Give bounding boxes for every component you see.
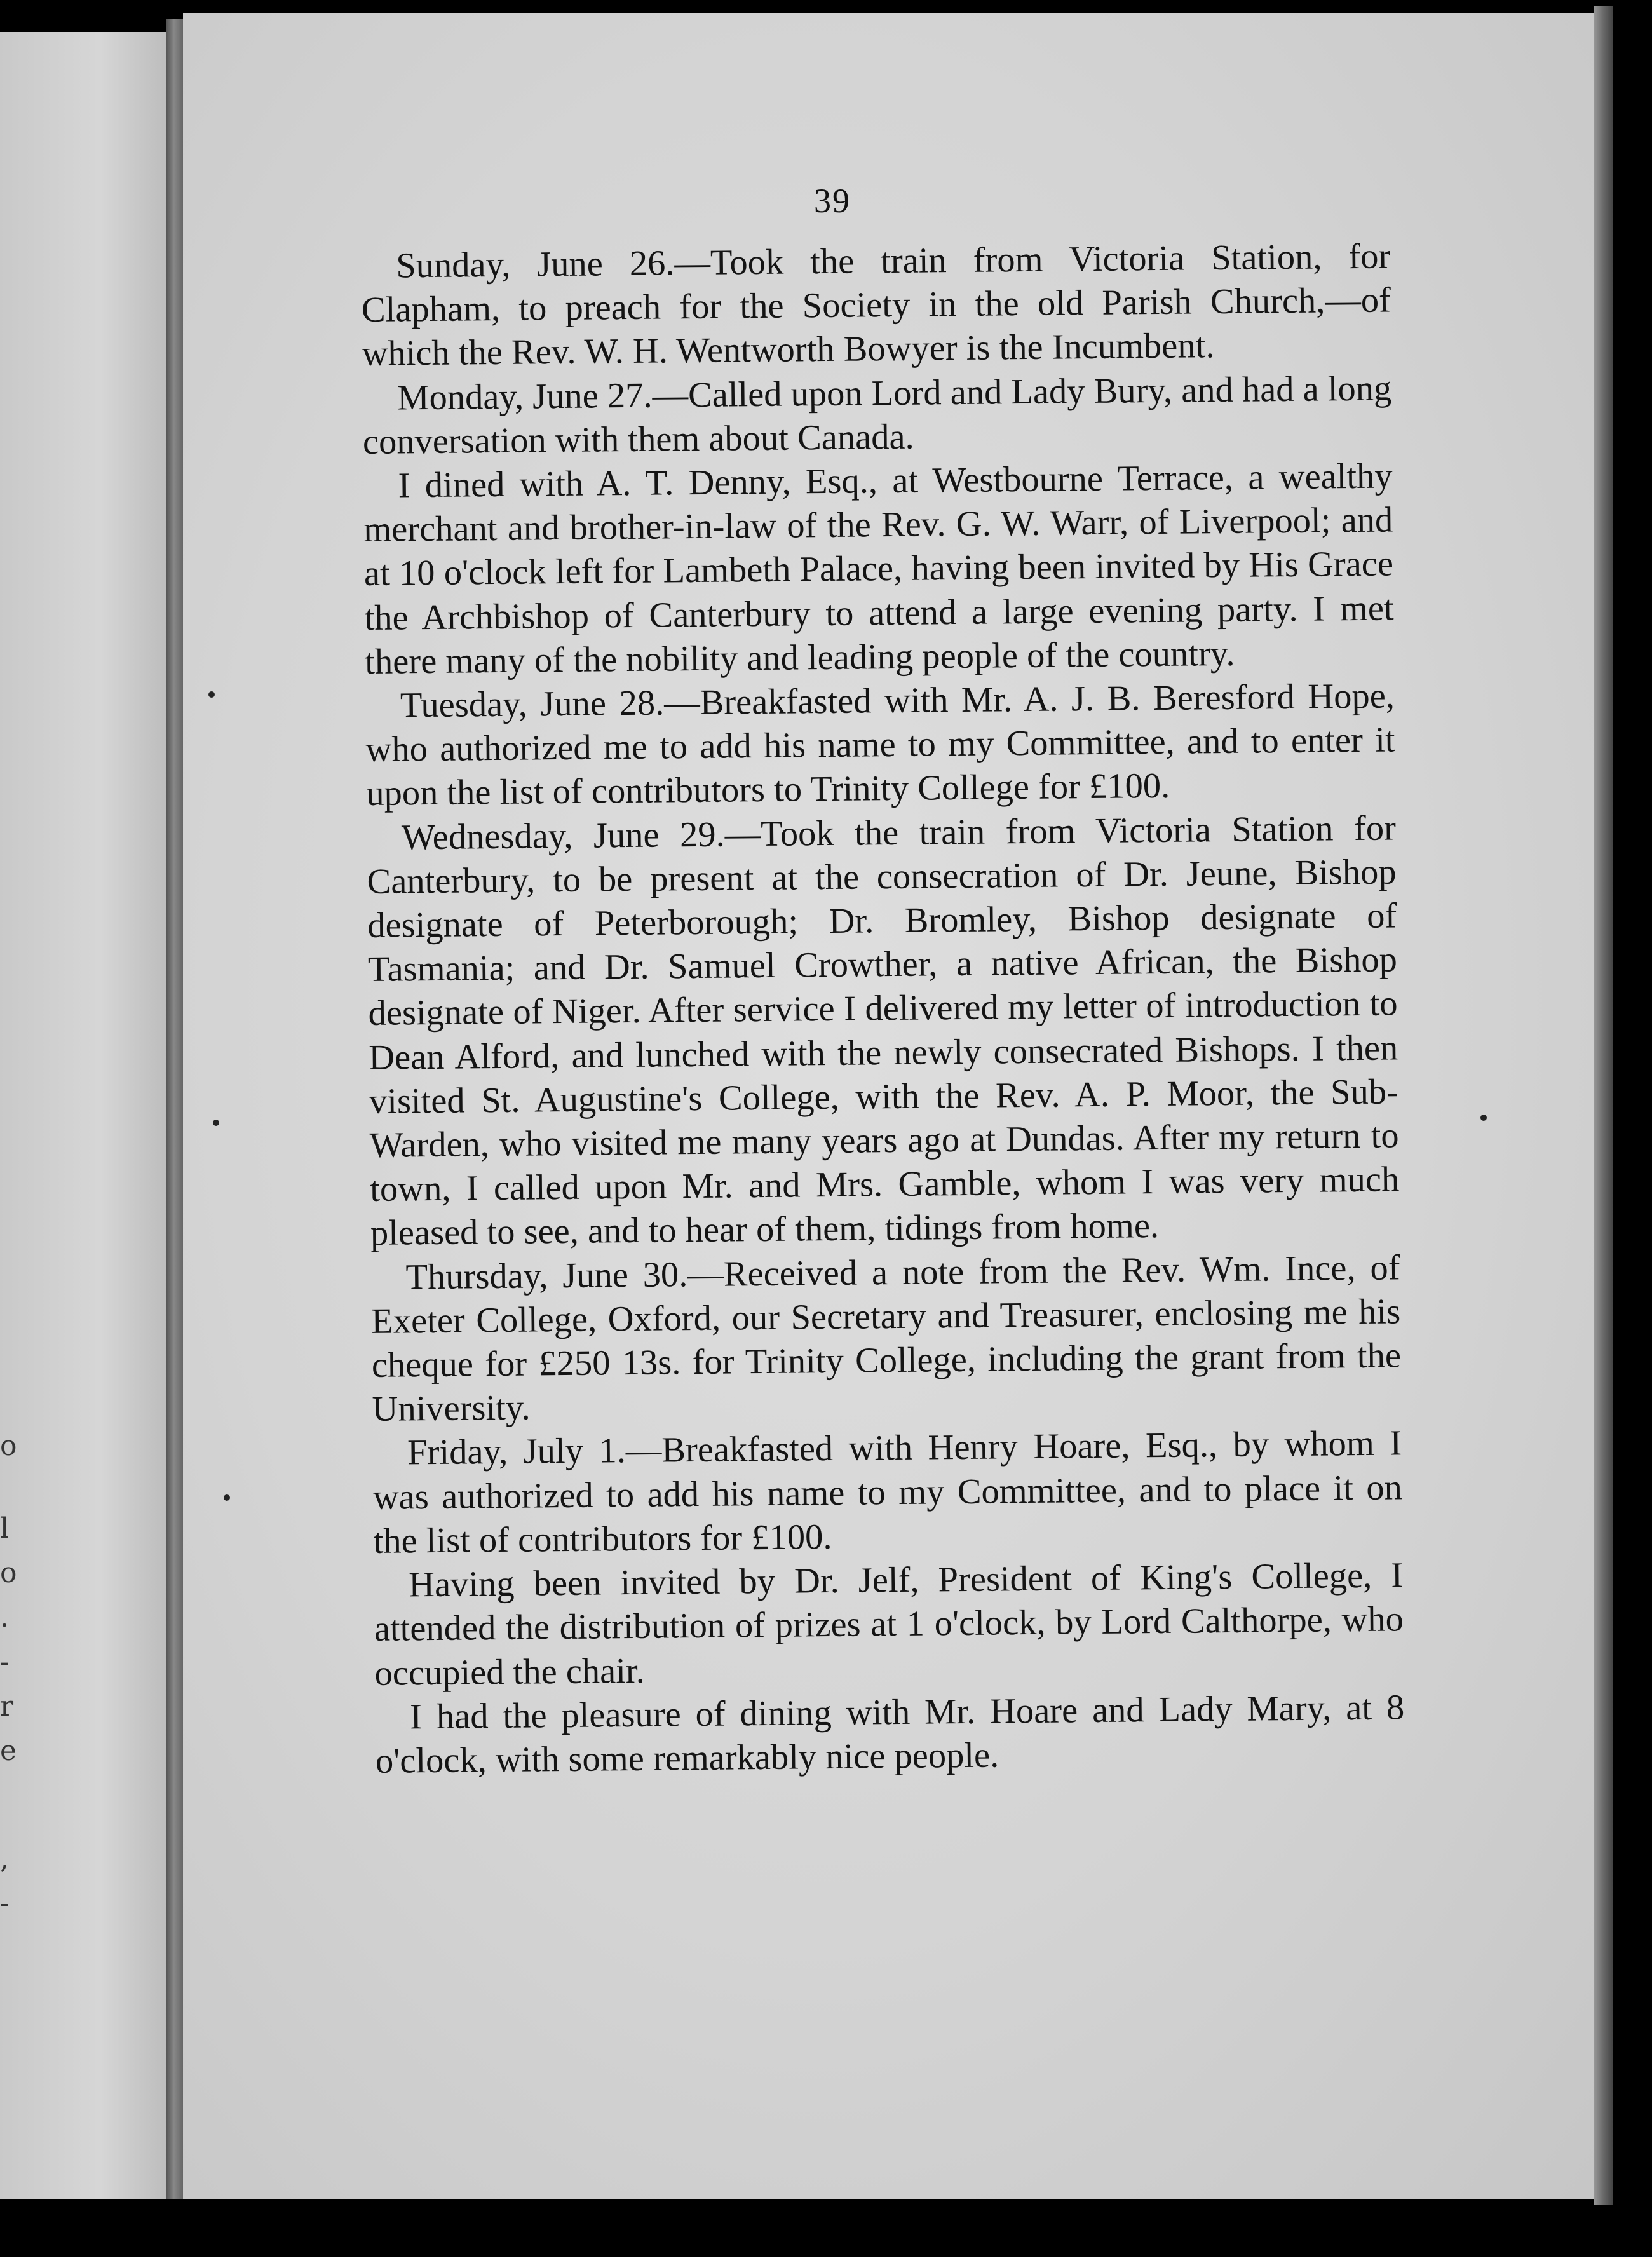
previous-page-fragment: - [0,1646,10,1678]
margin-mark [208,691,215,698]
diary-entry-july-1: Friday, July 1.—Breakfasted with Henry Hoare, Esq., by whom I was authorized to add his name to my Committee, and to place it on the list of contributors for £100. [372,1423,1403,1561]
diary-entry-june-27: Monday, June 27.—Called upon Lord and Lady Bury, and had a long conversation with them about Canada. [362,369,1392,462]
diary-entry-june-26: Sunday, June 26.—Took the train from Victoria Station, for Clapham, to preach for the Society in the old Parish Church,—of which the Rev. W. H. Wentworth Bowyer is the Incumbent. [361,236,1391,374]
previous-page-fragment: . [0,1601,9,1634]
diary-entry-hoare-dinner: I had the pleasure of dining with Mr. Hoare and Lady Mary, at 8 o'clock, with some remarkably nice people. [375,1688,1405,1781]
previous-page-fragment: r [0,1690,14,1723]
page-edge-shadow [1594,6,1613,2205]
previous-page-fragment: e [0,1735,17,1767]
page-number: 39 [814,182,851,220]
margin-mark [213,1120,219,1126]
previous-page-fragment: o [0,1430,17,1462]
margin-mark [1480,1115,1487,1121]
diary-entry-june-28: Tuesday, June 28.—Breakfasted with Mr. A. J. B. Beresford Hope, who authorized me to add his name to my Committee, and to enter it upon the list of contributors to Trinity College for £100. [365,676,1395,814]
previous-page-fragment: , [0,1843,9,1875]
previous-page-fragment: - [0,1887,10,1920]
previous-page-edge [0,32,166,2199]
book-gutter [166,19,183,2199]
diary-entry-denny-dinner: I dined with A. T. Denny, Esq., at Westbourne Terrace, a wealthy merchant and brother-in-law of the Rev. G. W. Warr, of Liverpool; and at 10 o'clock left for Lambeth Palace, having been invited by His Grace the Archbishop of Canterbury to attend a large evening party. I met there many of the nobility and leading people of the country. [363,456,1394,682]
diary-entry-june-29: Wednesday, June 29.—Took the train from Victoria Station for Canterbury, to be present at the consecration of Dr. Jeune, Bishop designate of Peterborough; Dr. Bromley, Bishop designate of Tasmania; and Dr. Samuel Crowther, a native African, the Bishop designate of Niger. After service I delivered my letter of introduction to Dean Alford, and lunched with the newly consecrated Bishops. I then visited St. Augustine's College, with the Rev. A. P. Moor, the Sub-Warden, who visited me many years ago at Dundas. After my return to town, I called upon Mr. and Mrs. Gamble, whom I was very much pleased to see, and to hear of them, tidings from home. [367,808,1400,1254]
previous-page-fragment: o [0,1557,17,1589]
diary-entry-june-30: Thursday, June 30.—Received a note from the Rev. Wm. Ince, of Exeter College, Oxford, our Secretary and Treasurer, enclosing me his cheque for £250 13s. for Trinity College, including the grant from the University. [370,1248,1402,1430]
diary-entry-kings-college: Having been invited by Dr. Jelf, President of King's College, I attended the distribution of prizes at 1 o'clock, by Lord Calthorpe, who occupied the chair. [374,1556,1404,1693]
previous-page-fragment: l [0,1512,10,1545]
page-body-text [361,234,1405,1784]
margin-mark [224,1494,230,1501]
